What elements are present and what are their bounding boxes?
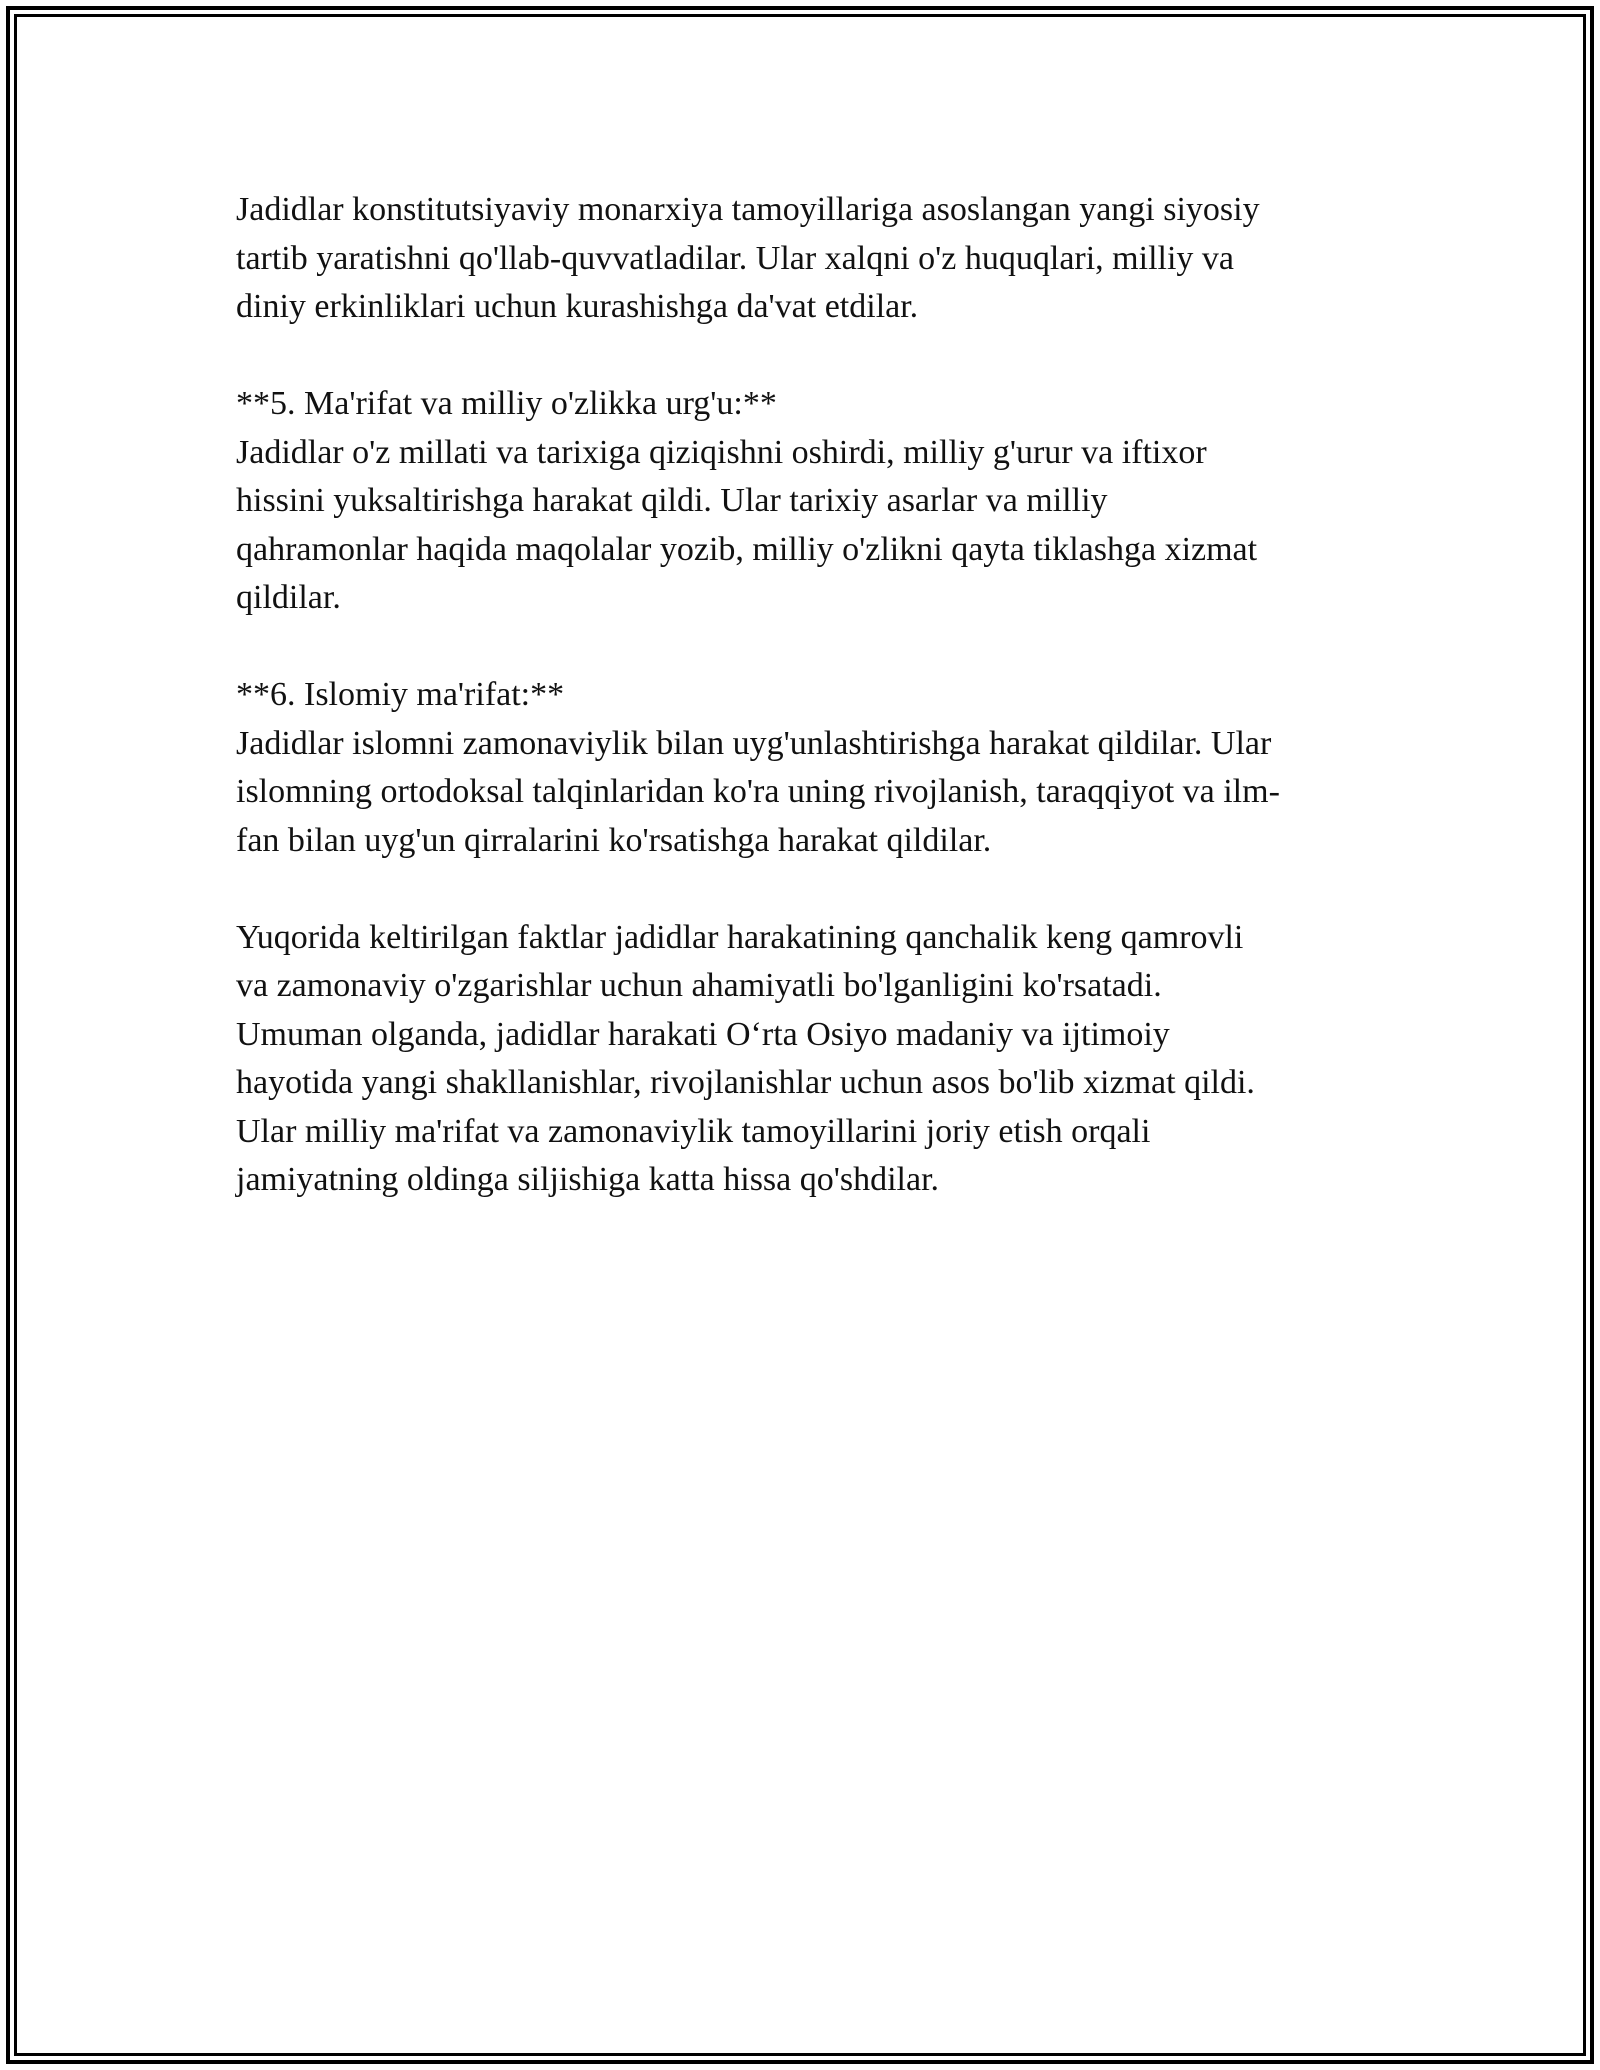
text-line: Yuqorida keltirilgan faktlar jadidlar harakatining qanchalik keng qamrovli: [236, 918, 1244, 956]
text-line: Jadidlar islomni zamonaviylik bilan uyg'unlashtirishga harakat qildilar. Ular: [236, 724, 1272, 762]
text-line: qahramonlar haqida maqolalar yozib, milliy o'zlikni qayta tiklashga xizmat: [236, 530, 1258, 568]
text-line: islomning ortodoksal talqinlaridan ko'ra uning rivojlanish, taraqqiyot va ilm-: [236, 773, 1280, 810]
text-line: tartib yaratishni qo'llab-quvvatladilar. Ular xalqni o'z huquqlari, milliy va: [236, 239, 1235, 277]
conclusion-paragraph: [236, 914, 1366, 1205]
text-line: hissini yuksaltirishga harakat qildi. Ular tarixiy asarlar va milliy: [236, 482, 1108, 519]
text-line: Jadidlar o'z millati va tarixiga qiziqishni oshirdi, milliy g'urur va iftixor: [236, 433, 1207, 471]
section-5-body: [236, 429, 1366, 623]
text-line: Ular milliy ma'rifat va zamonaviylik tamoyillarini joriy etish orqali: [236, 1112, 1151, 1150]
heading-text: **5. Ma'rifat va milliy o'zlikka urg'u:**: [236, 385, 777, 422]
section-6-heading: [236, 671, 1366, 720]
heading-text: **6. Islomiy ma'rifat:**: [236, 676, 565, 713]
section-6-body: [236, 720, 1366, 866]
paragraph-constitution: [236, 186, 1366, 332]
text-line: jamiyatning oldinga siljishiga katta hissa qo'shdilar.: [236, 1161, 940, 1198]
text-line: hayotida yangi shakllanishlar, rivojlanishlar uchun asos bo'lib xizmat qildi.: [236, 1064, 1255, 1101]
text-line: Jadidlar konstitutsiyaviy monarxiya tamoyillariga asoslangan yangi siyosiy: [236, 191, 1260, 228]
section-5-heading: [236, 380, 1366, 429]
text-line: Umuman olganda, jadidlar harakati O‘rta Osiyo madaniy va ijtimoiy: [236, 1015, 1170, 1053]
document-body: [236, 186, 1366, 1205]
text-line: qildilar.: [236, 579, 341, 616]
text-line: va zamonaviy o'zgarishlar uchun ahamiyatli bo'lganligini ko'rsatadi.: [236, 967, 1162, 1004]
text-line: fan bilan uyg'un qirralarini ko'rsatishga harakat qildilar.: [236, 821, 992, 859]
text-line: diniy erkinliklari uchun kurashishga da'vat etdilar.: [236, 288, 919, 325]
